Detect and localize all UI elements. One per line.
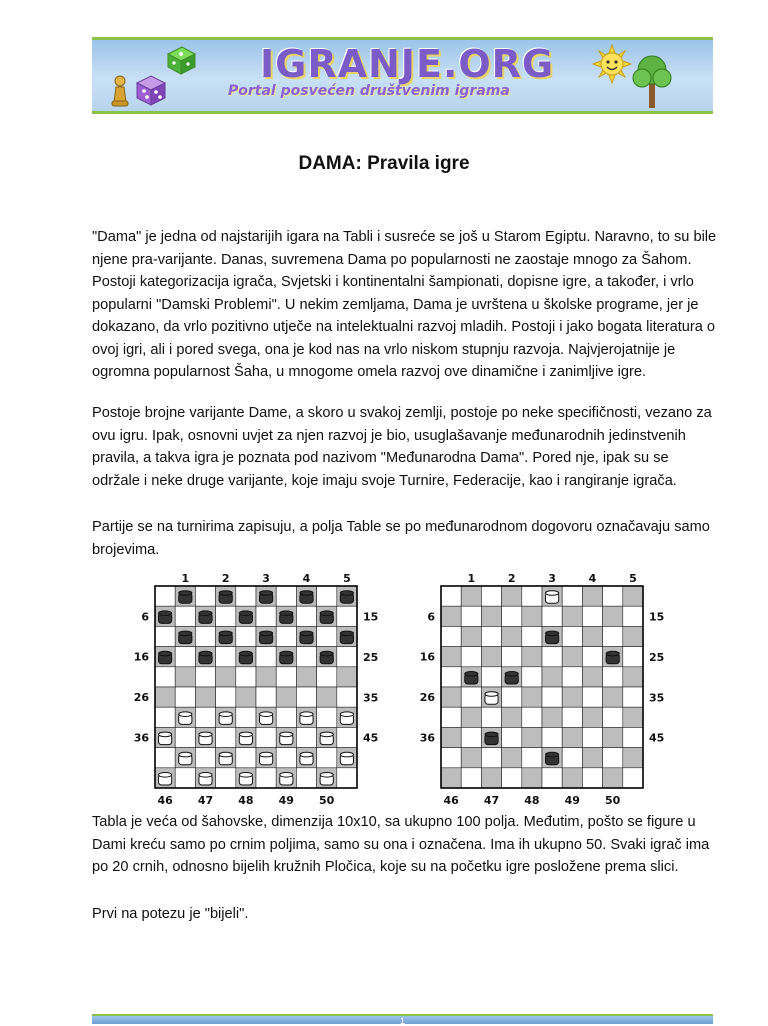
board0-black-piece-12: [219, 631, 232, 644]
board1-square-6-9: [623, 707, 643, 727]
board0-square-6-8: [317, 707, 337, 727]
board0-square-4-5: [256, 667, 276, 687]
board1-square-5-1: [461, 687, 481, 707]
board1-square-1-5: [542, 606, 562, 626]
board0-black-piece-18: [239, 651, 252, 664]
board1-square-6-6: [562, 707, 582, 727]
board0-right-label-35: 35: [363, 691, 379, 705]
board1-square-4-5: [542, 667, 562, 687]
board-start-svg: [130, 566, 390, 807]
board1-right-label-15: 15: [649, 610, 665, 624]
board0-square-8-8: [317, 748, 337, 768]
board0-square-9-5: [256, 768, 276, 788]
board1-top-label-5: 5: [629, 572, 637, 585]
board0-square-6-4: [236, 707, 256, 727]
board1-square-0-0: [441, 586, 461, 606]
board1-square-8-3: [502, 748, 522, 768]
board0-white-piece-46: [159, 773, 172, 786]
board1-top-label-1: 1: [467, 572, 476, 585]
board1-bottom-label-46: 46: [443, 794, 459, 807]
board0-square-0-4: [236, 586, 256, 606]
board0-square-3-9: [337, 647, 357, 667]
board1-left-label-36: 36: [419, 731, 435, 745]
board0-square-3-5: [256, 647, 276, 667]
board0-black-piece-3: [260, 591, 273, 604]
board1-square-7-3: [502, 727, 522, 747]
board1-square-2-0: [441, 626, 461, 646]
board0-square-2-8: [317, 626, 337, 646]
board0-square-4-8: [317, 667, 337, 687]
board1-square-6-4: [522, 707, 542, 727]
board1-square-9-1: [461, 768, 481, 788]
board1-square-3-2: [481, 647, 501, 667]
board0-white-piece-31: [179, 712, 192, 725]
board1-square-8-0: [441, 748, 461, 768]
board0-white-piece-43: [260, 752, 273, 765]
logo-text: IGRANJE.ORG: [260, 42, 555, 86]
board0-bottom-label-50: 50: [319, 794, 335, 807]
board0-square-4-4: [236, 667, 256, 687]
board0-black-piece-8: [239, 611, 252, 624]
board0-black-piece-7: [199, 611, 212, 624]
board1-top-label-2: 2: [507, 572, 516, 585]
board0-top-label-4: 4: [302, 572, 311, 585]
board0-square-6-0: [155, 707, 175, 727]
board0-square-0-8: [317, 586, 337, 606]
board0-white-piece-32: [219, 712, 232, 725]
board1-square-0-3: [502, 586, 522, 606]
board0-square-0-0: [155, 586, 175, 606]
board0-black-piece-11: [179, 631, 192, 644]
board1-square-2-7: [582, 626, 602, 646]
board1-top-label-3: 3: [548, 572, 556, 585]
board-diagram-start: [130, 566, 390, 807]
board1-square-2-3: [502, 626, 522, 646]
board0-square-5-5: [256, 687, 276, 707]
board0-black-piece-4: [300, 591, 313, 604]
board1-square-8-6: [562, 748, 582, 768]
board1-square-8-9: [623, 748, 643, 768]
board0-black-piece-14: [300, 631, 313, 644]
board0-square-3-3: [216, 647, 236, 667]
board1-square-7-6: [562, 727, 582, 747]
board1-square-6-1: [461, 707, 481, 727]
board1-square-9-2: [481, 768, 501, 788]
board1-square-5-7: [582, 687, 602, 707]
board1-square-3-7: [582, 647, 602, 667]
board0-black-piece-13: [260, 631, 273, 644]
board0-square-7-7: [296, 727, 316, 747]
board1-square-9-9: [623, 768, 643, 788]
board1-left-label-26: 26: [419, 691, 435, 705]
board0-square-5-1: [175, 687, 195, 707]
board0-square-4-6: [276, 667, 296, 687]
board1-square-9-7: [582, 768, 602, 788]
board1-square-5-8: [603, 687, 623, 707]
board1-square-5-6: [562, 687, 582, 707]
board0-square-1-9: [337, 606, 357, 626]
board1-square-3-6: [562, 647, 582, 667]
board1-square-6-0: [441, 707, 461, 727]
board0-white-piece-36: [159, 732, 172, 745]
board0-top-label-3: 3: [262, 572, 270, 585]
board0-white-piece-33: [260, 712, 273, 725]
board0-square-1-5: [256, 606, 276, 626]
board0-white-piece-42: [219, 752, 232, 765]
board0-square-6-6: [276, 707, 296, 727]
board1-bottom-label-50: 50: [605, 794, 621, 807]
board1-square-0-8: [603, 586, 623, 606]
paragraph-variants: Postoje brojne varijante Dame, a skoro u svakoj zemlji, postoje po neke specifičnosti, vezano za ovu igru. Ipak, osnovni uvjet za njen razvoj je bio, usuglašavanje međunarodnih jedinstvenih pravila, a takva igra je poznata pod nazivom "Međunarodna Dama". Pored nje, ipak su se održale i neke druge varijante, koje imaju svoje Turnire, Federacije, kao i rangiranje igrača.: [92, 405, 712, 489]
board1-square-1-9: [623, 606, 643, 626]
board1-right-label-35: 35: [649, 691, 665, 705]
board1-right-label-25: 25: [649, 650, 665, 664]
board1-square-6-3: [502, 707, 522, 727]
board0-bottom-label-48: 48: [238, 794, 254, 807]
board1-square-5-9: [623, 687, 643, 707]
board0-square-0-6: [276, 586, 296, 606]
board1-black-piece-21: [465, 672, 478, 685]
board0-square-9-9: [337, 768, 357, 788]
board0-white-piece-39: [280, 732, 293, 745]
board1-square-4-0: [441, 667, 461, 687]
board0-top-label-5: 5: [343, 572, 351, 585]
board1-square-2-8: [603, 626, 623, 646]
board0-black-piece-6: [159, 611, 172, 624]
board1-square-0-9: [623, 586, 643, 606]
board0-square-8-4: [236, 748, 256, 768]
board0-square-8-2: [195, 748, 215, 768]
board0-square-9-7: [296, 768, 316, 788]
board1-square-8-2: [481, 748, 501, 768]
page-number: 1: [399, 1016, 405, 1026]
board1-square-7-5: [542, 727, 562, 747]
page-title: DAMA: Pravila igre: [298, 153, 470, 174]
board0-square-5-0: [155, 687, 175, 707]
board0-square-4-9: [337, 667, 357, 687]
board0-black-piece-16: [159, 651, 172, 664]
board1-black-piece-13: [546, 631, 559, 644]
board1-black-piece-43: [546, 752, 559, 765]
board0-square-1-3: [216, 606, 236, 626]
board0-square-5-7: [296, 687, 316, 707]
board1-square-4-4: [522, 667, 542, 687]
board1-square-7-7: [582, 727, 602, 747]
green-dice-icon: [164, 44, 198, 76]
page-footer: [92, 1014, 713, 1024]
board1-square-6-5: [542, 707, 562, 727]
board1-square-6-7: [582, 707, 602, 727]
board1-white-piece-3: [546, 591, 559, 604]
board0-white-piece-37: [199, 732, 212, 745]
board0-white-piece-44: [300, 752, 313, 765]
board0-square-4-1: [175, 667, 195, 687]
board0-square-7-9: [337, 727, 357, 747]
board-example-svg: [416, 566, 676, 807]
board1-square-0-7: [582, 586, 602, 606]
board0-top-label-2: 2: [221, 572, 230, 585]
board1-square-2-4: [522, 626, 542, 646]
board0-black-piece-15: [340, 631, 353, 644]
board0-left-label-36: 36: [133, 731, 149, 745]
board0-square-4-2: [195, 667, 215, 687]
board1-square-6-8: [603, 707, 623, 727]
board1-square-3-0: [441, 647, 461, 667]
board1-square-6-2: [481, 707, 501, 727]
board1-square-3-1: [461, 647, 481, 667]
board1-square-7-4: [522, 727, 542, 747]
board0-square-4-7: [296, 667, 316, 687]
board0-square-2-6: [276, 626, 296, 646]
board1-square-3-9: [623, 647, 643, 667]
board-diagram-example: [416, 566, 676, 807]
board0-bottom-label-46: 46: [157, 794, 173, 807]
board1-black-piece-22: [505, 672, 518, 685]
board1-black-piece-37: [485, 732, 498, 745]
board1-top-label-4: 4: [588, 572, 597, 585]
board1-square-5-3: [502, 687, 522, 707]
board0-square-5-6: [276, 687, 296, 707]
board0-white-piece-34: [300, 712, 313, 725]
board0-black-piece-10: [320, 611, 333, 624]
board1-square-5-4: [522, 687, 542, 707]
board1-square-4-2: [481, 667, 501, 687]
sun-icon: [592, 44, 632, 84]
board1-square-7-0: [441, 727, 461, 747]
purple-dice-icon: [134, 72, 168, 108]
board1-square-3-5: [542, 647, 562, 667]
board1-square-3-4: [522, 647, 542, 667]
board0-black-piece-17: [199, 651, 212, 664]
board0-square-5-2: [195, 687, 215, 707]
board1-square-2-9: [623, 626, 643, 646]
board1-square-9-6: [562, 768, 582, 788]
board1-bottom-label-49: 49: [564, 794, 580, 807]
board0-square-7-5: [256, 727, 276, 747]
board0-square-5-3: [216, 687, 236, 707]
board1-square-1-7: [582, 606, 602, 626]
board1-white-piece-27: [485, 692, 498, 705]
site-banner: [92, 37, 713, 114]
board0-right-label-15: 15: [363, 610, 379, 624]
board1-square-0-4: [522, 586, 542, 606]
paragraph-first-move: Prvi na potezu je "bijeli".: [92, 906, 249, 922]
board0-left-label-26: 26: [133, 691, 149, 705]
board0-square-3-1: [175, 647, 195, 667]
board0-black-piece-9: [280, 611, 293, 624]
board1-square-1-4: [522, 606, 542, 626]
board0-top-label-1: 1: [181, 572, 190, 585]
board0-square-5-8: [317, 687, 337, 707]
board1-square-9-5: [542, 768, 562, 788]
board1-left-label-6: 6: [427, 610, 435, 624]
board1-square-4-7: [582, 667, 602, 687]
board1-square-0-1: [461, 586, 481, 606]
board0-square-2-0: [155, 626, 175, 646]
board1-square-3-3: [502, 647, 522, 667]
board1-square-5-0: [441, 687, 461, 707]
board0-square-5-9: [337, 687, 357, 707]
board1-square-0-6: [562, 586, 582, 606]
paragraph-board: Tabla je veća od šahovske, dimenzija 10x10, sa ukupno 100 polja. Međutim, pošto se figure u Dami kreću samo po crnim poljima, samo su ona i označena. Ima ih ukupno 50. Svaki igrač ima po 20 crnih, odnosno bijelih kružnih Pločica, koje su na početku igre posložene prema slici.: [92, 814, 710, 875]
board1-bottom-label-48: 48: [524, 794, 540, 807]
board1-square-8-8: [603, 748, 623, 768]
board1-left-label-16: 16: [419, 650, 435, 664]
board0-square-4-0: [155, 667, 175, 687]
board0-square-9-1: [175, 768, 195, 788]
tree-icon: [632, 52, 672, 112]
board0-square-2-2: [195, 626, 215, 646]
board0-white-piece-40: [320, 732, 333, 745]
board0-white-piece-47: [199, 773, 212, 786]
board0-square-1-1: [175, 606, 195, 626]
board1-square-9-8: [603, 768, 623, 788]
board1-bottom-label-47: 47: [483, 794, 500, 807]
board0-square-9-3: [216, 768, 236, 788]
board1-square-1-1: [461, 606, 481, 626]
board0-right-label-45: 45: [363, 731, 379, 745]
board1-square-4-9: [623, 667, 643, 687]
board0-bottom-label-49: 49: [278, 794, 294, 807]
paragraph-intro: "Dama" je jedna od najstarijih igara na Tabli i susreće se još u Starom Egiptu. Naravno, to su bile njene pra-varijante. Danas, suvremena Dama po popularnosti ne zaostaje mnogo za Šahom. Postoji kategorizacija igrača, Svjetski i kontinentalni šampionati, dopisne igre, a također, i vrlo popularni "Damski Problemi". U nekim zemljama, Dama je uvrštena u školske programe, jer je dokazano, da vrlo pozitivno utječe na intelektualni razvoj mladih. Postoji i jako bogata literatura o ovoj igri, ali i pored svega, ona je kod nas na vrlo niskom stupnju razvoja. Najvjerojatnije je ogromna popularnost Šaha, u mnogome omela razvoj ove dinamične i zanimljive igre.: [92, 229, 717, 380]
board0-square-1-7: [296, 606, 316, 626]
board0-square-8-0: [155, 748, 175, 768]
board1-black-piece-20: [606, 651, 619, 664]
pawn-icon: [110, 74, 130, 108]
board0-square-7-3: [216, 727, 236, 747]
board1-square-9-3: [502, 768, 522, 788]
board0-bottom-label-47: 47: [197, 794, 214, 807]
board0-square-3-7: [296, 647, 316, 667]
board1-square-7-8: [603, 727, 623, 747]
board1-square-1-3: [502, 606, 522, 626]
board0-white-piece-35: [340, 712, 353, 725]
board1-square-7-1: [461, 727, 481, 747]
board1-square-8-7: [582, 748, 602, 768]
board0-black-piece-20: [320, 651, 333, 664]
board1-square-1-8: [603, 606, 623, 626]
board0-square-4-3: [216, 667, 236, 687]
board1-square-9-4: [522, 768, 542, 788]
board0-right-label-25: 25: [363, 650, 379, 664]
board0-square-6-2: [195, 707, 215, 727]
board0-white-piece-45: [340, 752, 353, 765]
board0-black-piece-19: [280, 651, 293, 664]
board1-square-5-5: [542, 687, 562, 707]
logo-subtitle: Portal posvećen društvenim igrama: [228, 83, 510, 99]
board0-white-piece-41: [179, 752, 192, 765]
board1-square-8-4: [522, 748, 542, 768]
board0-square-0-2: [195, 586, 215, 606]
board0-white-piece-49: [280, 773, 293, 786]
board1-square-1-6: [562, 606, 582, 626]
board0-white-piece-38: [239, 732, 252, 745]
board0-black-piece-1: [179, 591, 192, 604]
board1-square-2-1: [461, 626, 481, 646]
board0-black-piece-2: [219, 591, 232, 604]
board1-square-2-6: [562, 626, 582, 646]
board0-left-label-6: 6: [141, 610, 149, 624]
board0-white-piece-48: [239, 773, 252, 786]
board0-black-piece-5: [340, 591, 353, 604]
board0-square-7-1: [175, 727, 195, 747]
board1-square-0-2: [481, 586, 501, 606]
board1-square-7-9: [623, 727, 643, 747]
board1-square-9-0: [441, 768, 461, 788]
board1-square-8-1: [461, 748, 481, 768]
board1-right-label-45: 45: [649, 731, 665, 745]
board0-left-label-16: 16: [133, 650, 149, 664]
board0-white-piece-50: [320, 773, 333, 786]
board1-square-1-0: [441, 606, 461, 626]
paragraph-notation: Partije se na turnirima zapisuju, a polja Table se po međunarodnom dogovoru označavaju samo brojevima.: [92, 519, 710, 558]
board1-square-2-2: [481, 626, 501, 646]
board1-square-4-8: [603, 667, 623, 687]
board0-square-5-4: [236, 687, 256, 707]
board0-square-8-6: [276, 748, 296, 768]
board1-square-1-2: [481, 606, 501, 626]
board0-square-2-4: [236, 626, 256, 646]
board1-square-4-6: [562, 667, 582, 687]
